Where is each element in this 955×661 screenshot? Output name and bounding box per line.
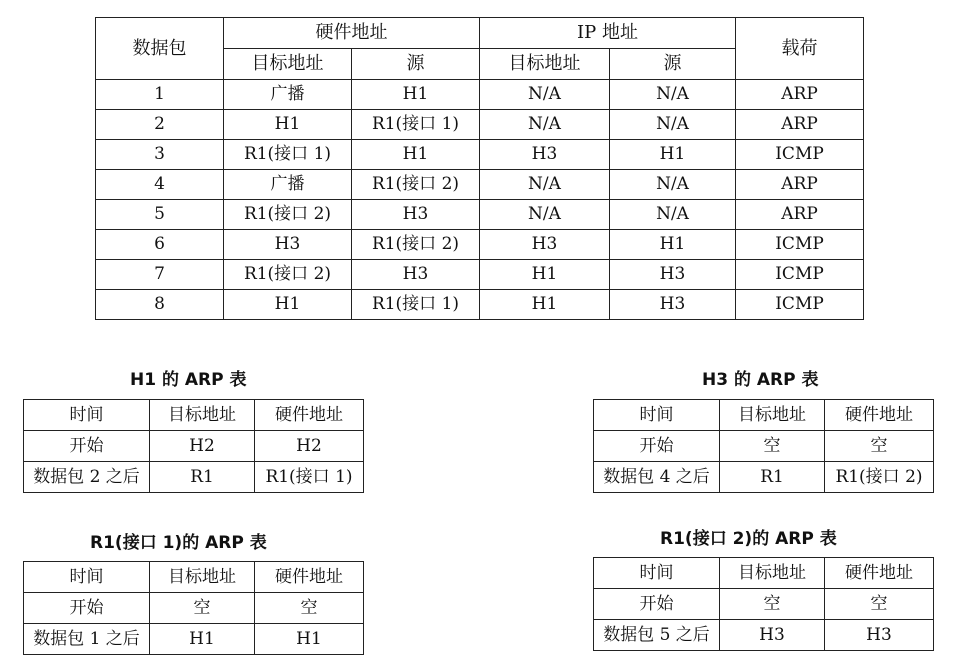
header-row xyxy=(24,562,364,593)
dest-address-cell: H1 xyxy=(150,624,255,655)
header-time: 时间 xyxy=(594,558,720,589)
hw-src-cell: R1(接口 1) xyxy=(352,110,480,140)
payload-cell: ARP xyxy=(736,80,864,110)
hw-address-cell: H3 xyxy=(825,620,934,651)
packet-number-cell: 8 xyxy=(96,290,224,320)
payload-cell: ARP xyxy=(736,110,864,140)
hw-src-cell: R1(接口 2) xyxy=(352,170,480,200)
ip-dest-cell: H1 xyxy=(480,290,610,320)
table-row xyxy=(96,140,864,170)
dest-address-cell: H2 xyxy=(150,431,255,462)
header-hw-address: 硬件地址 xyxy=(224,18,480,49)
r1-if1-arp-table xyxy=(23,561,364,655)
dest-address-cell: 空 xyxy=(720,589,825,620)
table-row xyxy=(96,260,864,290)
ip-src-cell: H3 xyxy=(610,290,736,320)
hw-address-cell: H1 xyxy=(255,624,364,655)
header-row xyxy=(594,400,934,431)
ip-dest-cell: N/A xyxy=(480,80,610,110)
table-row xyxy=(594,620,934,651)
ip-src-cell: H1 xyxy=(610,140,736,170)
hw-src-cell: H3 xyxy=(352,200,480,230)
header-payload: 载荷 xyxy=(736,18,864,80)
packet-number-cell: 6 xyxy=(96,230,224,260)
ip-src-cell: N/A xyxy=(610,110,736,140)
time-cell: 开始 xyxy=(594,589,720,620)
payload-cell: ICMP xyxy=(736,140,864,170)
dest-address-cell: 空 xyxy=(720,431,825,462)
table-row xyxy=(96,170,864,200)
table-row xyxy=(594,462,934,493)
time-cell: 数据包 2 之后 xyxy=(24,462,150,493)
dest-address-cell: H3 xyxy=(720,620,825,651)
time-cell: 开始 xyxy=(594,431,720,462)
time-cell: 数据包 4 之后 xyxy=(594,462,720,493)
h1-arp-title: H1 的 ARP 表 xyxy=(130,370,247,390)
header-row xyxy=(24,400,364,431)
hw-dest-cell: H3 xyxy=(224,230,352,260)
ip-dest-cell: H1 xyxy=(480,260,610,290)
header-time: 时间 xyxy=(594,400,720,431)
hw-address-cell: H2 xyxy=(255,431,364,462)
hw-dest-cell: H1 xyxy=(224,290,352,320)
payload-cell: ICMP xyxy=(736,260,864,290)
header-hw-address: 硬件地址 xyxy=(825,558,934,589)
header-time: 时间 xyxy=(24,562,150,593)
hw-dest-cell: H1 xyxy=(224,110,352,140)
table-row xyxy=(24,624,364,655)
packet-number-cell: 7 xyxy=(96,260,224,290)
r1-if1-arp-title: R1(接口 1)的 ARP 表 xyxy=(90,533,267,553)
header-hw-src: 源 xyxy=(352,49,480,80)
packet-number-cell: 1 xyxy=(96,80,224,110)
packet-table xyxy=(95,17,864,320)
ip-dest-cell: H3 xyxy=(480,140,610,170)
hw-address-cell: R1(接口 2) xyxy=(825,462,934,493)
ip-src-cell: N/A xyxy=(610,170,736,200)
packet-number-cell: 5 xyxy=(96,200,224,230)
hw-dest-cell: 广播 xyxy=(224,80,352,110)
header-packet: 数据包 xyxy=(96,18,224,80)
packet-number-cell: 2 xyxy=(96,110,224,140)
r1-if2-arp-title: R1(接口 2)的 ARP 表 xyxy=(660,529,837,549)
header-time: 时间 xyxy=(24,400,150,431)
header-hw-dest: 目标地址 xyxy=(224,49,352,80)
ip-src-cell: H1 xyxy=(610,230,736,260)
header-hw-address: 硬件地址 xyxy=(255,562,364,593)
dest-address-cell: 空 xyxy=(150,593,255,624)
table-row xyxy=(96,80,864,110)
time-cell: 开始 xyxy=(24,431,150,462)
hw-address-cell: R1(接口 1) xyxy=(255,462,364,493)
payload-cell: ARP xyxy=(736,200,864,230)
payload-cell: ICMP xyxy=(736,290,864,320)
r1-if2-arp-table xyxy=(593,557,934,651)
header-ip-src: 源 xyxy=(610,49,736,80)
packet-number-cell: 3 xyxy=(96,140,224,170)
header-dest-address: 目标地址 xyxy=(720,558,825,589)
time-cell: 数据包 1 之后 xyxy=(24,624,150,655)
header-row xyxy=(594,558,934,589)
header-hw-address: 硬件地址 xyxy=(255,400,364,431)
ip-dest-cell: N/A xyxy=(480,110,610,140)
hw-src-cell: H1 xyxy=(352,140,480,170)
payload-cell: ICMP xyxy=(736,230,864,260)
hw-dest-cell: R1(接口 1) xyxy=(224,140,352,170)
ip-dest-cell: N/A xyxy=(480,200,610,230)
hw-dest-cell: 广播 xyxy=(224,170,352,200)
table-row xyxy=(24,462,364,493)
ip-src-cell: H3 xyxy=(610,260,736,290)
dest-address-cell: R1 xyxy=(150,462,255,493)
hw-src-cell: R1(接口 1) xyxy=(352,290,480,320)
time-cell: 数据包 5 之后 xyxy=(594,620,720,651)
ip-src-cell: N/A xyxy=(610,80,736,110)
table-row xyxy=(96,110,864,140)
header-ip-address: IP 地址 xyxy=(480,18,736,49)
dest-address-cell: R1 xyxy=(720,462,825,493)
header-dest-address: 目标地址 xyxy=(150,400,255,431)
hw-src-cell: H1 xyxy=(352,80,480,110)
ip-src-cell: N/A xyxy=(610,200,736,230)
hw-address-cell: 空 xyxy=(825,589,934,620)
hw-src-cell: H3 xyxy=(352,260,480,290)
hw-address-cell: 空 xyxy=(825,431,934,462)
table-row xyxy=(594,589,934,620)
hw-dest-cell: R1(接口 2) xyxy=(224,200,352,230)
table-row xyxy=(594,431,934,462)
header-dest-address: 目标地址 xyxy=(720,400,825,431)
table-row xyxy=(24,593,364,624)
h3-arp-title: H3 的 ARP 表 xyxy=(702,370,819,390)
h1-arp-table xyxy=(23,399,364,493)
header-ip-dest: 目标地址 xyxy=(480,49,610,80)
header-dest-address: 目标地址 xyxy=(150,562,255,593)
time-cell: 开始 xyxy=(24,593,150,624)
header-hw-address: 硬件地址 xyxy=(825,400,934,431)
table-row xyxy=(96,290,864,320)
h3-arp-table xyxy=(593,399,934,493)
ip-dest-cell: H3 xyxy=(480,230,610,260)
hw-dest-cell: R1(接口 2) xyxy=(224,260,352,290)
table-row xyxy=(96,200,864,230)
table-row xyxy=(24,431,364,462)
payload-cell: ARP xyxy=(736,170,864,200)
ip-dest-cell: N/A xyxy=(480,170,610,200)
table-row xyxy=(96,230,864,260)
hw-src-cell: R1(接口 2) xyxy=(352,230,480,260)
packet-number-cell: 4 xyxy=(96,170,224,200)
hw-address-cell: 空 xyxy=(255,593,364,624)
